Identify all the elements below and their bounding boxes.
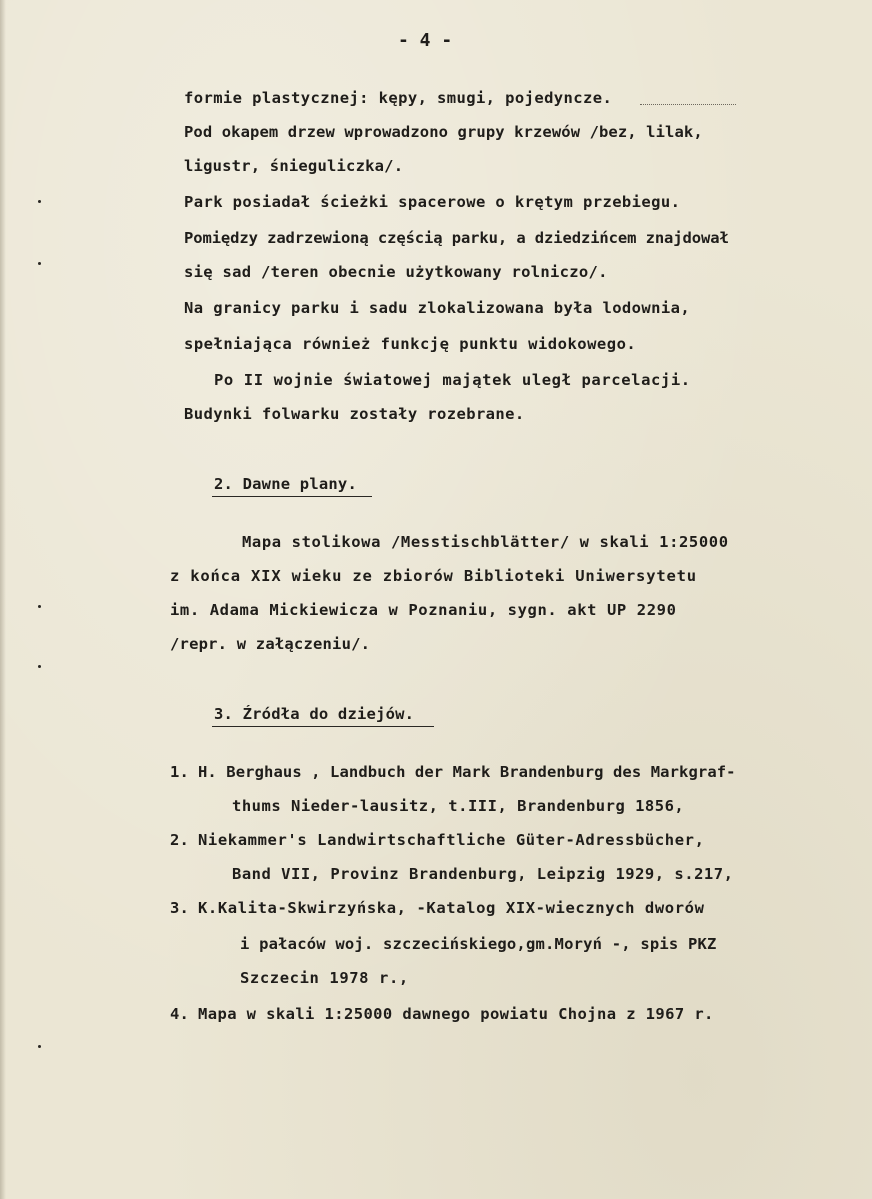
source-text: thums Nieder-lausitz, t.III, Brandenburg 1856, bbox=[232, 797, 685, 815]
text-line: Na granicy parku i sadu zlokalizowana była lodownia, bbox=[184, 299, 691, 317]
text-line: się sad /teren obecnie użytkowany rolniczo/. bbox=[184, 263, 608, 281]
margin-dot bbox=[38, 262, 41, 265]
source-text: i pałaców woj. szczecińskiego,gm.Moryń -, spis PKZ bbox=[240, 935, 717, 953]
text-line: spełniająca również funkcję punktu widokowego. bbox=[184, 335, 637, 353]
source-number: 2. bbox=[170, 831, 190, 849]
dotted-rule bbox=[640, 104, 736, 105]
section-heading: 2. Dawne plany. bbox=[214, 475, 357, 493]
text-line: Po II wojnie światowej majątek uległ parcelacji. bbox=[214, 371, 691, 389]
text-line: im. Adama Mickiewicza w Poznaniu, sygn. akt UP 2290 bbox=[170, 601, 677, 619]
source-text: Mapa w skali 1:25000 dawnego powiatu Chojna z 1967 r. bbox=[198, 1005, 714, 1023]
text-line: ligustr, śnieguliczka/. bbox=[184, 157, 404, 175]
source-number: 3. bbox=[170, 899, 190, 917]
page-number: - 4 - bbox=[398, 30, 453, 51]
heading-underline bbox=[212, 726, 434, 727]
margin-dot bbox=[38, 200, 41, 203]
margin-dot bbox=[38, 665, 41, 668]
source-number: 4. bbox=[170, 1005, 190, 1023]
margin-dot bbox=[38, 1045, 41, 1048]
source-text: Szczecin 1978 r., bbox=[240, 969, 409, 987]
text-line: Mapa stolikowa /Messtischblätter/ w skali 1:25000 bbox=[242, 533, 729, 551]
margin-dot bbox=[38, 605, 41, 608]
source-text: Band VII, Provinz Brandenburg, Leipzig 1929, s.217, bbox=[232, 865, 734, 883]
text-line: z końca XIX wieku ze zbiorów Biblioteki Uniwersytetu bbox=[170, 567, 697, 585]
text-line: Pomiędzy zadrzewioną częścią parku, a dziedzińcem znajdował bbox=[184, 229, 729, 247]
text-line: formie plastycznej: kępy, smugi, pojedyncze. bbox=[184, 89, 613, 107]
text-line: /repr. w załączeniu/. bbox=[170, 635, 371, 653]
source-text: K.Kalita-Skwirzyńska, -Katalog XIX-wiecznych dworów bbox=[198, 899, 705, 917]
page-edge-shadow bbox=[0, 0, 6, 1199]
text-line: Park posiadał ścieżki spacerowe o krętym przebiegu. bbox=[184, 193, 681, 211]
section-heading: 3. Źródła do dziejów. bbox=[214, 705, 415, 723]
source-text: Niekammer's Landwirtschaftliche Güter-Adressbücher, bbox=[198, 831, 705, 849]
source-number: 1. bbox=[170, 763, 190, 781]
text-line: Budynki folwarku zostały rozebrane. bbox=[184, 405, 525, 423]
text-line: Pod okapem drzew wprowadzono grupy krzewów /bez, lilak, bbox=[184, 123, 703, 141]
source-text: H. Berghaus , Landbuch der Mark Brandenburg des Markgraf- bbox=[198, 763, 736, 781]
heading-underline bbox=[212, 496, 372, 497]
